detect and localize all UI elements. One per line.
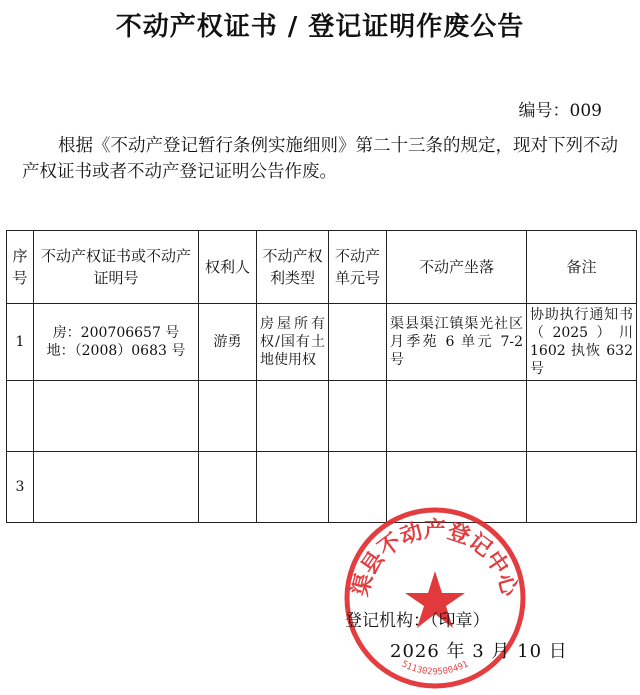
notice-paragraph: 根据《不动产登记暂行条例实施细则》第二十三条的规定，现对下列不动产权证书或者不动产登记证明公告作废。 [22, 136, 618, 182]
header-no: 序号 [7, 231, 34, 304]
cell-remark [527, 381, 637, 452]
header-remark: 备注 [527, 231, 637, 304]
cell-owner [199, 381, 257, 452]
cell-no: 3 [7, 452, 34, 523]
page-title: 不动产权证书 / 登记证明作废公告 [115, 12, 525, 42]
cell-unit-no [329, 304, 387, 381]
cell-remark [527, 452, 637, 523]
cell-owner [199, 452, 257, 523]
registration-authority: 登记机构：（印章） [345, 611, 490, 631]
cert-land-no: 地：（2008）0683 号 [46, 343, 186, 359]
cell-right-type: 房屋所有权/国有土地使用权 [257, 304, 329, 381]
cell-cert-no [34, 452, 199, 523]
header-right-type: 不动产权利类型 [257, 231, 329, 304]
document-number: 编号：009 [518, 101, 602, 121]
table-row [7, 304, 637, 381]
table-row [7, 452, 637, 523]
seal-graphic [342, 505, 528, 691]
cell-owner: 游勇 [199, 304, 257, 381]
cell-cert-no [34, 381, 199, 452]
cell-right-type [257, 452, 329, 523]
header-location: 不动产坐落 [387, 231, 527, 304]
cell-location: 渠县渠江镇渠光社区月季苑 6 单元 7-2 号 [387, 304, 527, 381]
header-unit-no: 不动产单元号 [329, 231, 387, 304]
cell-remark: 协助执行通知书（2025）川1602 执恢 632 号 [527, 304, 637, 381]
cell-unit-no [329, 381, 387, 452]
cell-location [387, 381, 527, 452]
cell-cert-no [34, 304, 199, 381]
header-cert-no: 不动产权证书或不动产证明号 [34, 231, 199, 304]
void-certificate-table [6, 230, 637, 523]
seal-code-text: 5113029500491 [399, 659, 471, 678]
issue-date: 2026 年 3 月 10 日 [390, 641, 568, 662]
cell-no [7, 381, 34, 452]
seal-ring-text: 渠县不动产登记中心 [348, 518, 522, 599]
table-header-row [7, 231, 637, 304]
table-row [7, 381, 637, 452]
official-seal [342, 505, 528, 691]
cell-right-type [257, 381, 329, 452]
cert-house-no: 房：200706657 号 [52, 325, 180, 341]
header-owner: 权利人 [199, 231, 257, 304]
cell-no: 1 [7, 304, 34, 381]
